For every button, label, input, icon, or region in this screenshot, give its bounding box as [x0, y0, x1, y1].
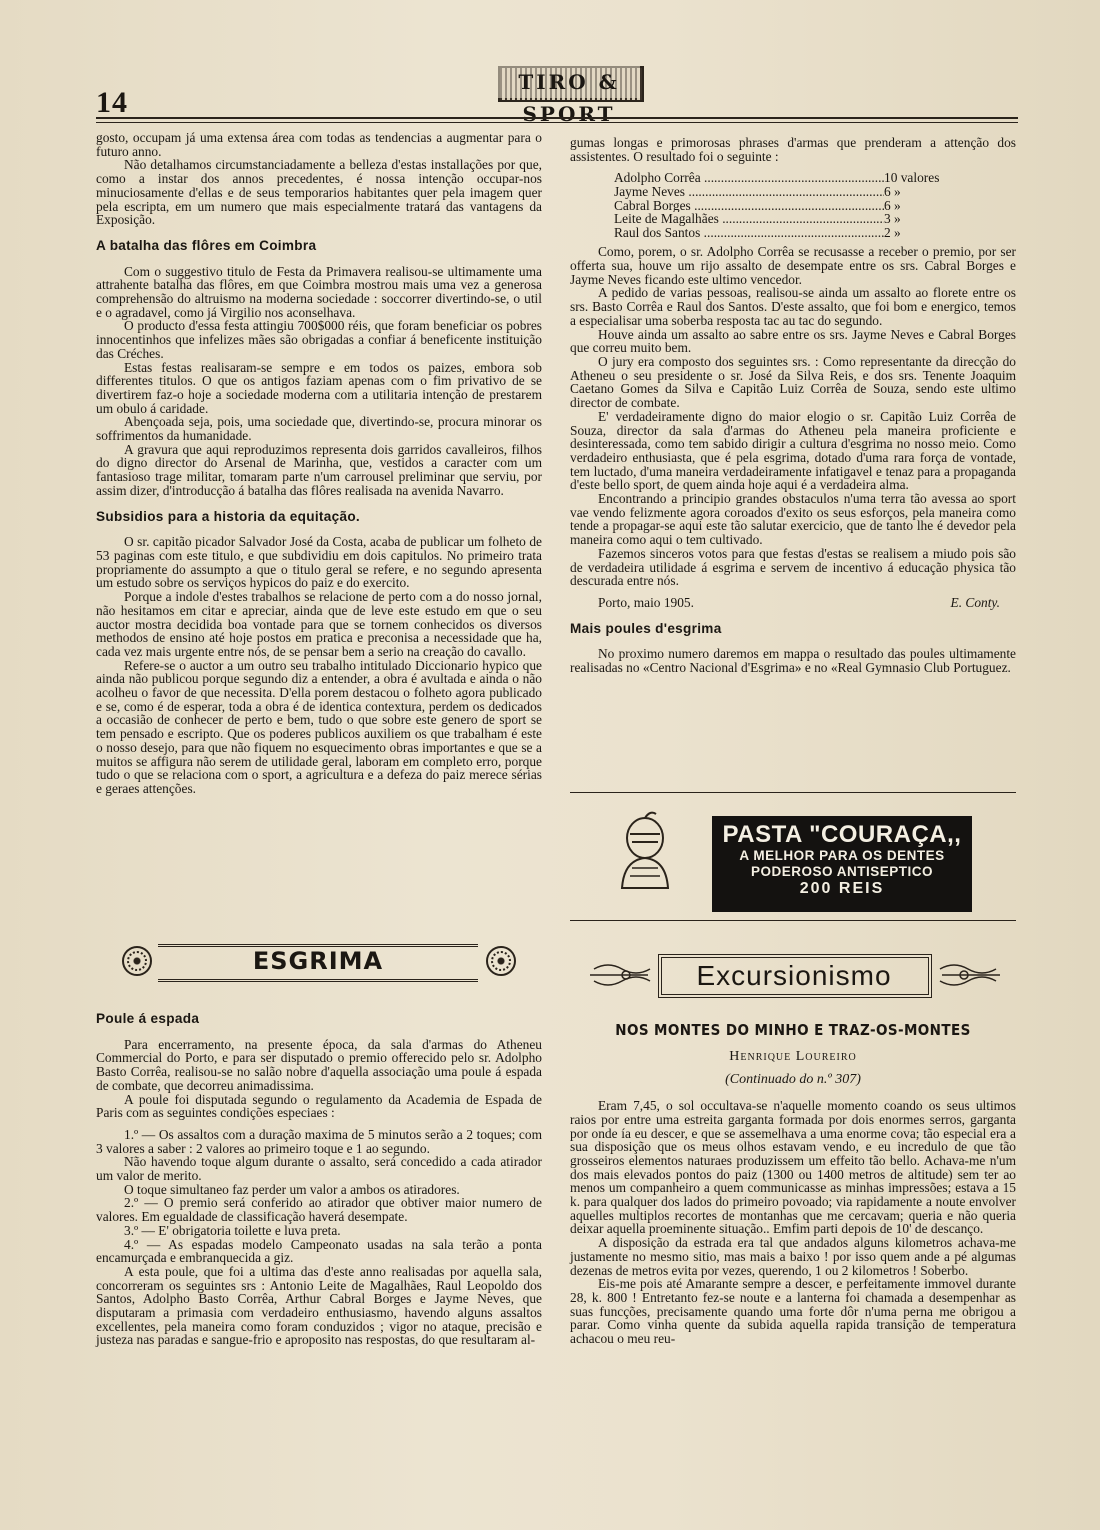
rosette-icon [486, 946, 516, 976]
section-title: Subsidios para a historia da equitação. [96, 508, 361, 524]
paragraph: Eis-me pois até Amarante sempre a descer, e perfeitamente immovel durante 28, k. 800 ! Entretanto fez-se noute e a lanterna foi chamada a desempenhar as suas funcções, precisamente quando uma forte dôr n'uma perna me obrigou a parar. Como vinha quente da subida aquella rapida transição de temperatura achacou o meu reu- [570, 1276, 1016, 1347]
section-title: Poule á espada [96, 1011, 200, 1026]
results-row [614, 199, 950, 213]
ad-title: PASTA "COURAÇA,, [722, 821, 962, 848]
ad-bottom-rule [570, 920, 1016, 921]
rule-item: 1.º — Os assaltos com a duração maxima de 5 minutos serão a 2 toques; com 3 valores a saber : 2 valores ao primeiro toque e 1 ao segundo. [96, 1126, 542, 1156]
article-author: Henrique Loureiro [729, 1048, 857, 1064]
results-row [614, 185, 950, 199]
esgrima-banner [118, 938, 518, 982]
paragraph: A pedido de varias pessoas, realisou-se ainda um assalto ao florete entre os srs. Basto Corrêa e Raul dos Santos. D'este assalto, que foi bom e energico, temos a especialisar uma soberba resposta tac au tac do segundo. [570, 285, 1016, 328]
paragraph: Porque a indole d'estes trabalhos se relacione de perto com a do nosso jornal, não hesitamos em citar e apreciar, ainda que de leve este estudo em que o seu auctor mostra decidida boa vontade para que se tornem conhecidos os diversos methodos de ensino até hoje postos em pratica e preconisa a necessidade que ha, cada vez mais urgente entre nós, de se pensar bem a serio na creação do cavallo. [96, 589, 542, 659]
ad-price: 200 REIS [799, 880, 885, 897]
ad-panel [712, 816, 972, 912]
section-title: Mais poules d'esgrima [570, 620, 722, 636]
rules-list [96, 1128, 542, 1265]
page-number: 14 [96, 86, 128, 119]
right-swirl-ornament-icon [936, 958, 1002, 992]
banner-title: ESGRIMA [252, 947, 384, 975]
paragraph: Refere-se o auctor a um outro seu trabalho intitulado Diccionario hypico que ainda não publicou porque segundo diz a entender, a obra é avultada e ainda o não acolheu o favor de que necessita. D'ella porem destacou o folheto agora publicado e se, como é de esperar, toda a obra é de identica contextura, perdem os dedicados a occasião de conhecer de perto e bem, tudo o que sobre este genero de sport se tem pensado e escripto. Que os poderes publicos auxiliem os que trabalham é este o nosso desejo, para que não fiquem no esquecimento obras importantes e que se a muitos se affigura não serem de utilidade geral, laboram em completo erro, porque tudo o que se relaciona com o sport, a agricultura e a defeza do paiz merece sérias e geraes attenções. [96, 657, 542, 796]
paragraph: Encontrando a principio grandes obstaculos n'uma terra tão avessa ao sport vae vendo felizmente agora coroados d'exito os seus esforços, pela maneira como tende a propagar-se aqui este tão salutar exercicio, que de tanto lhe é devedor pela maneira como aqui o tem cultivado. [570, 491, 1016, 548]
paragraph: gosto, occupam já uma extensa área com todas as tendencias a augmentar para o futuro anno. [96, 130, 542, 159]
left-swirl-ornament-icon [588, 958, 654, 992]
paragraph: Eram 7,45, o sol occultava-se n'aquelle momento coando os seus ultimos raios por entre uma estreita garganta formada por dois enormes serros, garganta por onde ía eu descer, e que se assemelhava a uma enorme cova; tão especial era a sua disposição que os meus olhos estavam vendo, e eu incredulo de que tão grosseiros elementos naturaes produzissem um effeito tão bello. Achava-me n'um dos mais elevados pontos do paiz (1300 ou 1400 metros de altitude) sem ter ao menos um companheiro a quem communicasse as minhas impressões; estava a 15 k. para qualquer dos lados do primeiro povoado; via rapidamente a noute envolver aquelles multiplos recortes de montanhas que me cercavam; queria e não queria deixar aquella proeminente situação.. Emfim parti depois de 10' de descanço. [570, 1098, 1016, 1237]
paragraph: A esta poule, que foi a ultima das d'este anno realisadas por aquella sala, concorreram os seguintes srs : Antonio Leite de Magalhães, Raul Leopoldo dos Santos, Adolpho Basto Corrêa, Arthur Cabral Borges e Jayme Neves, que disputaram a primasia com verdadeiro enthusiasmo, havendo alguns assaltos excellentes, pela maneira como foram conduzidos ; vigor no ataque, precisão e justeza nas paradas e sangue-frio e aproposito nas respostas, do que resultaram al- [96, 1263, 542, 1348]
masthead-title: TIRO & SPORT [498, 66, 640, 98]
results-value: 2 » [884, 224, 901, 240]
paragraph: O sr. capitão picador Salvador José da Costa, acaba de publicar um folheto de 53 paginas com este titulo, e que subdividiu em dois capitulos. No primeiro trata propriamente do assumpto a que o titulo geral se refere, e no segundo apresenta um estudo sobre os serviços hypicos do paiz e do exercito. [96, 534, 542, 591]
signature-name: E. Conty. [950, 594, 1000, 610]
banner-title: Excursionismo [696, 960, 892, 991]
right-column-lower [570, 1020, 1016, 1346]
signature-line [598, 596, 1000, 610]
masthead-logo [480, 58, 660, 126]
ad-top-rule [570, 792, 1016, 793]
results-value: 10 valores [884, 170, 940, 186]
paragraph: A poule foi disputada segundo o regulamento da Academia de Espada de Paris com as seguintes condições especiaes : [96, 1091, 542, 1121]
results-value: 6 » [884, 184, 901, 199]
paragraph: Abençoada seja, pois, uma sociedade que, divertindo-se, procura minorar os soffrimentos da humanidade. [96, 414, 542, 444]
header-rule [96, 117, 1018, 119]
paragraph: Houve ainda um assalto ao sabre entre os srs. Jayme Neves e Cabral Borges que correu muito bem. [570, 326, 1016, 356]
results-name: Adolpho Corrêa ..... [614, 171, 884, 185]
results-name: Leite de Magalhães ..... [614, 212, 884, 226]
paragraph: Fazemos sinceros votos para que festas d'estas se realisem a miudo pois são de verdadeira utilidade á esgrima e servem de incentivo á educação physica tão descurada entre nós. [570, 545, 1016, 589]
rule-item: 4.º — As espadas modelo Campeonato usadas na sala terão a ponta encamurçada e embranquecida a giz. [96, 1236, 542, 1266]
paragraph: A disposição da estrada era tal que andados alguns kilometros achava-me justamente no mesmo sitio, mas mais a baixo ! por isso quem ande a pé algumas dezenas de metros evita por vezes, querendo, 1 ou 2 kilometros ! Soberbo. [570, 1235, 1016, 1278]
rule-item: O toque simultaneo faz perder um valor a ambos os atiradores. [124, 1181, 460, 1197]
advertisement [570, 792, 1016, 924]
paragraph: Estas festas realisaram-se sempre e em todos os paizes, embora sob differentes titulos. O que os antigos faziam apenas com o fim privativo de se divertirem faz-o hoje a sociedade moderna com a utilitaria intenção de prestarem um obulo á caridade. [96, 359, 542, 416]
paragraph: O jury era composto dos seguintes srs. : Como representante da direcção do Atheneu o seu presidente o sr. José da Silva Reis, e dos srs. Tenente Joaquim Caetano Gomes da Silva e Capitão Luiz Corrêa de Souza, sendo este ultimo director de combate. [570, 354, 1016, 411]
left-column-lower [96, 1000, 542, 1347]
paragraph: E' verdadeiramente digno do maior elogio o sr. Capitão Luiz Corrêa de Souza, director da sala d'armas do Atheneu pela maneira proficiente e desinteressada, como tem sabido dirigir a cultura d'esgrima no nosso meio. Como verdadeiro enthusiasta, que é pela esgrima, dotado d'uma rara força de vontade, tem luctado, d'uma maneira verdadeiramente infatigavel e tenaz para a propaganda d'este bello sport, de quem ainda hoje aqui é a verdadeira alma. [570, 408, 1016, 493]
results-row [614, 226, 950, 240]
rule-item: 3.º — E' obrigatoria toilette e luva preta. [124, 1222, 341, 1238]
left-column [96, 131, 542, 796]
paragraph: Para encerramento, na presente época, da sala d'armas do Atheneu Commercial do Porto, e para ser disputado o premio offerecido pelo sr. Adolpho Basto Corrêa, realisou-se no salão nobre d'aquella associação uma poule á espada de combate, que decorreu animadissima. [96, 1036, 542, 1093]
results-table [614, 171, 950, 239]
paragraph: Como, porem, o sr. Adolpho Corrêa se recusasse a receber o premio, por ser offerta sua, houve um rijo assalto de desempate entre os srs. Cabral Borges e Jayme Neves ficando este ultimo vencedor. [570, 244, 1016, 287]
results-name: Cabral Borges ..... [614, 199, 884, 213]
excursionismo-banner [586, 952, 1006, 1002]
results-value: 6 » [884, 197, 901, 213]
paragraph: O producto d'essa festa attingiu 700$000 réis, que foram beneficiar os pobres innocentinhos que infelizes mães são obrigadas a confiar á beneficente instituição das Créches. [96, 318, 542, 361]
paragraph: Com o suggestivo titulo de Festa da Primavera realisou-se ultimamente uma attrahente batalha das flôres, em que Coimbra mostrou mais uma vez a generosa comprehensão do altruismo na moderna sociedade : soccorrer divertindo-se, o util e o agradavel, como já Virgilio nos aconselhava. [96, 263, 542, 320]
continued-note: (Continuado do n.º 307) [725, 1072, 861, 1088]
signature-place: Porto, maio 1905. [598, 594, 694, 610]
header-rule-thin [96, 122, 1018, 123]
rule-item: Não havendo toque algum durante o assalto, será concedido a cada atirador um valor de merito. [96, 1154, 542, 1184]
knight-helmet-icon [610, 810, 680, 890]
ad-line: A MELHOR PARA OS DENTES [739, 848, 945, 863]
paragraph: No proximo numero daremos em mappa o resultado das poules ultimamente realisadas no «Centro Nacional d'Esgrima» e no «Real Gymnasio Club Portuguez. [570, 646, 1016, 676]
results-name: Raul dos Santos ..... [614, 226, 884, 240]
results-value: 3 » [884, 211, 901, 227]
rosette-icon [122, 946, 152, 976]
results-row [614, 171, 950, 185]
right-column [570, 136, 1016, 675]
results-name: Jayme Neves ..... [614, 185, 884, 199]
results-row [614, 212, 950, 226]
ad-line: PODEROSO ANTISEPTICO [750, 864, 934, 879]
paragraph: Não detalhamos circumstanciadamente a belleza d'estas installações por que, como a instar dos annos precedentes, é nossa intenção occupar-nos minuciosamente d'ellas e de seus temporarios habitantes quer pela imagem quer pela escripta, em um numero que mais especialmente tratará das vantagens da Exposição. [96, 157, 542, 228]
paragraph: A gravura que aqui reproduzimos representa dois garridos cavalleiros, filhos do digno director do Arsenal de Marinha, que, vestidos a caracter com um fantasioso trage militar, tomaram parte n'um carrousel preliminar que serviu, por assim dizer, d'introducção á batalha das flôres realisada na avenida Navarro. [96, 441, 542, 498]
paragraph: gumas longas e primorosas phrases d'armas que prenderam a attenção dos assistentes. O resultado foi o seguinte : [570, 135, 1016, 164]
section-title: A batalha das flôres em Coimbra [96, 237, 317, 253]
rule-item: 2.º — O premio será conferido ao atirador que obtiver maior numero de valores. Em egualdade de classificação haverá desempate. [96, 1195, 542, 1225]
article-title: NOS MONTES DO MINHO E TRAZ-OS-MONTES [615, 1021, 971, 1039]
